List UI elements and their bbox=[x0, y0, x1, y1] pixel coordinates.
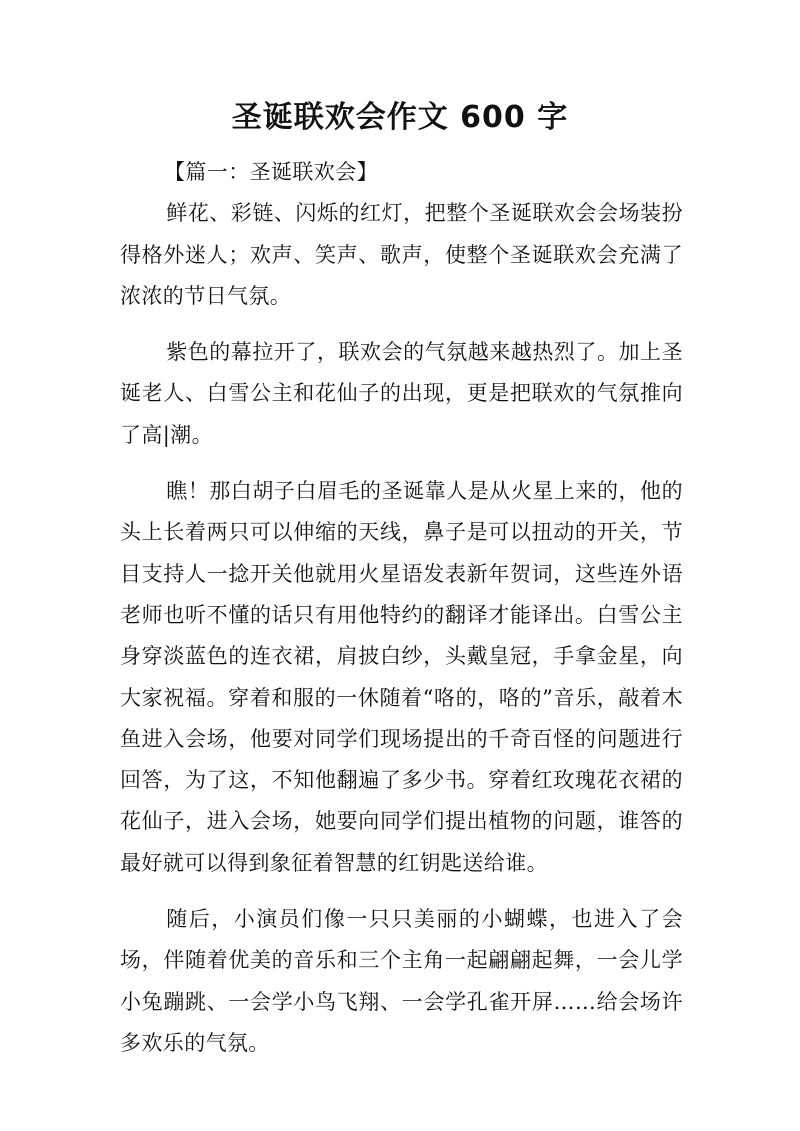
paragraph-4: 随后，小演员们像一只只美丽的小蝴蝶，也进入了会场，伴随着优美的音乐和三个主角一起翩翩起舞，一会儿学小兔蹦跳、一会学小鸟飞翔、一会学孔雀开屏……给会场许多欢乐的气氛。 bbox=[120, 907, 683, 1055]
section-heading: 【篇一：圣诞联欢会】 bbox=[164, 160, 378, 184]
paragraph-1: 鲜花、彩链、闪烁的红灯，把整个圣诞联欢会会场装扮得格外迷人；欢声、笑声、歌声，使整个圣诞联欢会充满了浓浓的节日气氛。 bbox=[120, 201, 683, 308]
paragraph-3: 瞧！那白胡子白眉毛的圣诞靠人是从火星上来的，他的头上长着两只可以伸缩的天线，鼻子是可以扭动的开关，节目支持人一捻开关他就用火星语发表新年贺词，这些连外语老师也听不懂的话只有用他特约的翻译才能译出。白雪公主身穿淡蓝色的连衣裙，肩披白纱，头戴皇冠，手拿金星，向大家祝福。穿着和服的一休随着“咯的，咯的”音乐，敲着木鱼进入会场，他要对同学们现场提出的千奇百怪的问题进行回答，为了这，不知他翻遍了多少书。穿着红玫瑰花衣裙的花仙子，进入会场，她要向同学们提出植物的问题，谁答的最好就可以得到象征着智慧的红钥匙送给谁。 bbox=[120, 479, 683, 875]
document-title: 圣诞联欢会作文 600 字 bbox=[231, 100, 569, 135]
document-body bbox=[120, 152, 683, 1079]
paragraph-2: 紫色的幕拉开了，联欢会的气氛越来越热烈了。加上圣诞老人、白雪公主和花仙子的出现，更是把联欢的气氛推向了高|潮。 bbox=[120, 340, 683, 447]
